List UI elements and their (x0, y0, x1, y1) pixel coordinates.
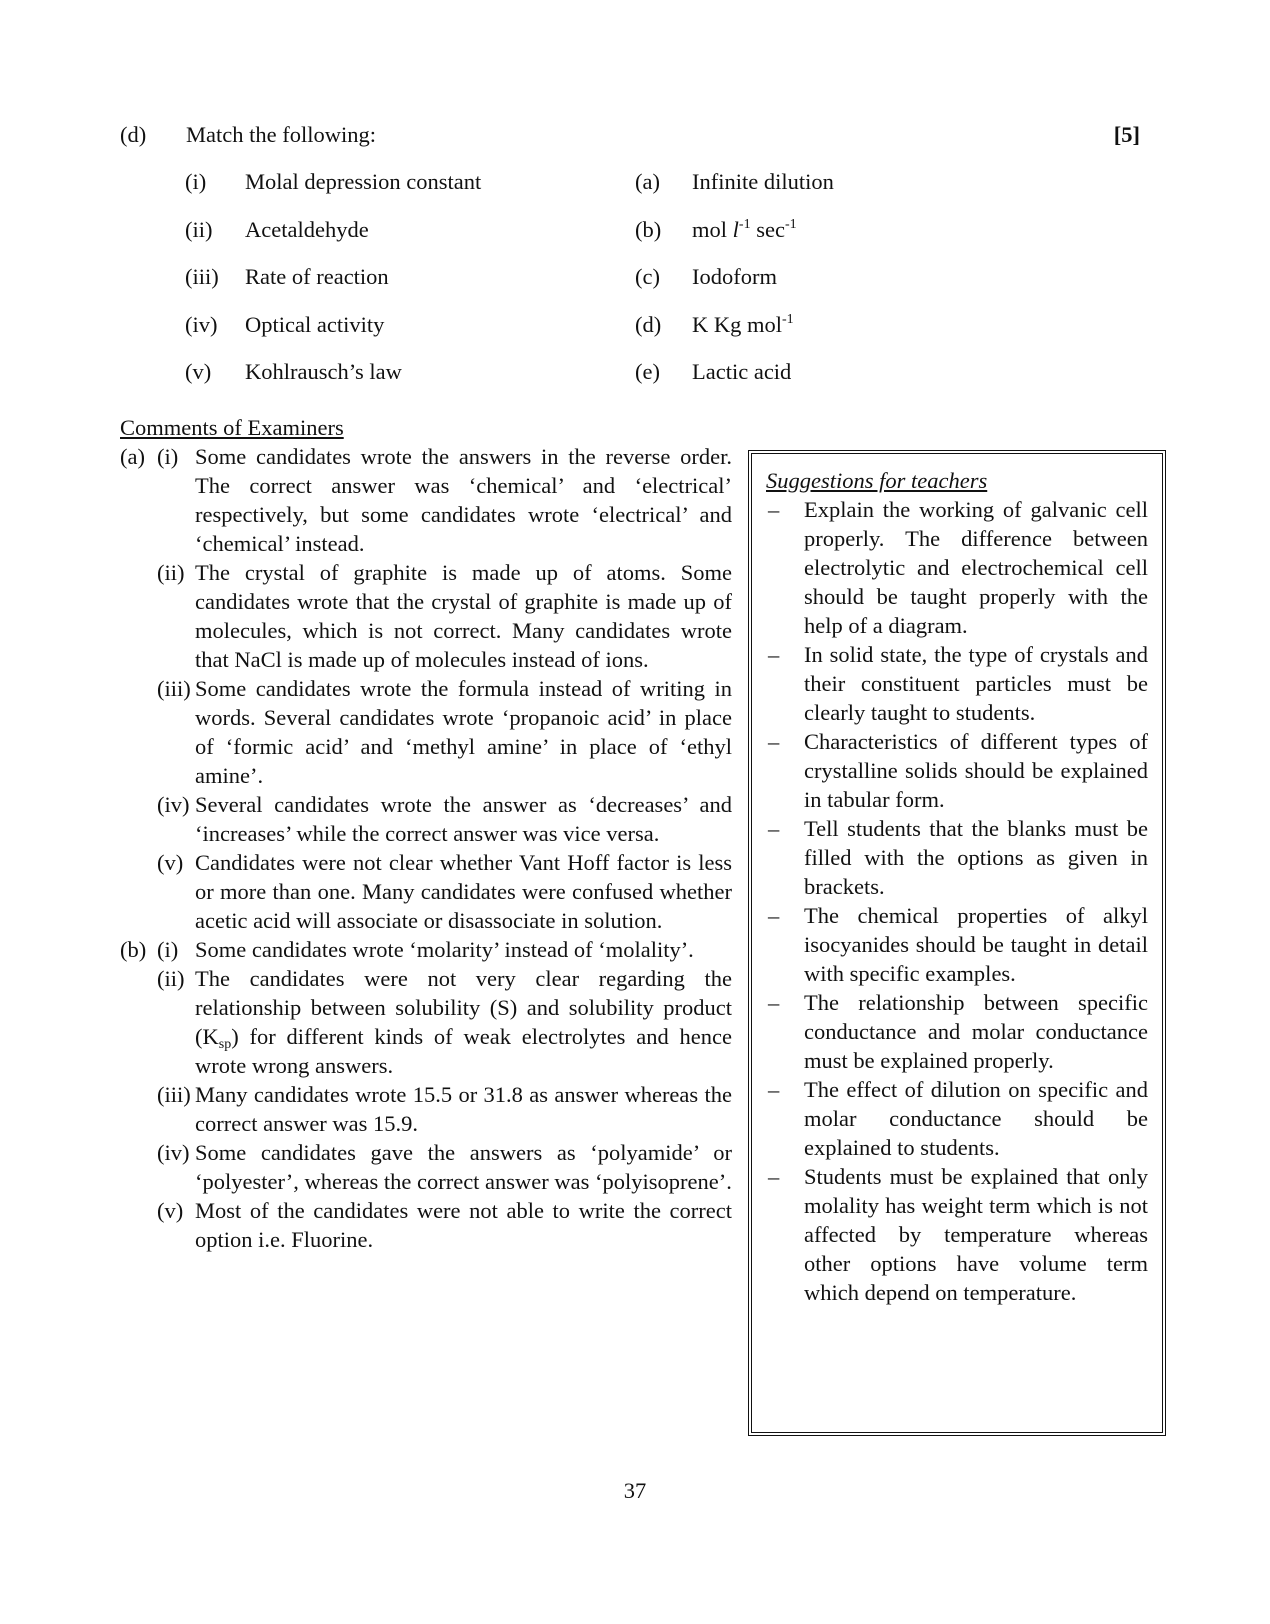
item-number: (ii) (157, 966, 185, 991)
match-number: (iv) (185, 311, 218, 337)
match-number: (i) (185, 169, 207, 194)
match-right-term: Iodoform (692, 264, 777, 289)
suggestion-text: Tell students that the blanks must be filled with the options as given in brackets. (804, 816, 1148, 899)
match-row (185, 310, 905, 358)
item-number: (ii) (157, 560, 185, 585)
ksp-subscript: sp (218, 1037, 232, 1052)
match-left-term: Kohlrausch’s law (245, 359, 402, 384)
suggestion-text: The chemical properties of alkyl isocyanides should be taught in detail with specific examples. (804, 903, 1148, 986)
comment-item (120, 848, 732, 935)
comment-item (120, 1080, 732, 1138)
match-right-term: Infinite dilution (692, 169, 834, 194)
comment-item (120, 558, 732, 674)
match-letter: (a) (635, 169, 660, 194)
match-number: (ii) (185, 216, 213, 242)
comment-item (120, 935, 732, 964)
item-text: Some candidates gave the answers as ‘polyamide’ or ‘polyester’, whereas the correct answer was ‘polyisoprene’. (195, 1140, 732, 1194)
dash-bullet: – (768, 990, 780, 1015)
match-row (185, 167, 905, 215)
comment-item (120, 442, 732, 558)
group-label: (b) (120, 937, 147, 962)
dash-bullet: – (768, 729, 780, 754)
match-row (185, 215, 905, 263)
comment-item (120, 964, 732, 1080)
match-left-term: Optical activity (245, 311, 385, 337)
question-marks: [5] (1113, 122, 1140, 147)
item-text: Some candidates wrote the answers in the reverse order. The correct answer was ‘chemical’ and ‘electrical’ respectively, but some candidates wrote ‘electrical’ and ‘chemical’ instead. (195, 444, 732, 556)
match-list (185, 167, 905, 405)
dash-bullet: – (768, 642, 780, 667)
dash-bullet: – (768, 1164, 780, 1189)
item-text: The crystal of graphite is made up of atoms. Some candidates wrote that the crystal of graphite is made up of molecules, which is not correct. Many candidates wrote that NaCl is made up of molecules instead of ions. (195, 560, 732, 672)
match-right-term: Lactic acid (692, 359, 792, 384)
item-text: Several candidates wrote the answer as ‘decreases’ and ‘increases’ while the correct answer was vice versa. (195, 792, 732, 846)
suggestion-item (766, 727, 1148, 814)
match-right-term (692, 310, 794, 339)
question-letter: (d) (120, 122, 147, 147)
dash-bullet: – (768, 1077, 780, 1102)
item-number: (iii) (157, 676, 191, 701)
item-number: (iv) (157, 792, 190, 817)
comments-group-a (120, 442, 732, 935)
item-text: Candidates were not clear whether Vant Hoff factor is less or more than one. Many candidates were confused whether acetic acid will associate or disassociate in solution. (195, 850, 732, 933)
question-header (120, 120, 1140, 150)
match-right-term (692, 215, 797, 244)
comments-title: Comments of Examiners (120, 415, 344, 440)
item-number: (iv) (157, 1140, 190, 1165)
match-letter: (b) (635, 216, 662, 242)
unit-litre: l (732, 216, 739, 242)
suggestion-item (766, 814, 1148, 901)
item-text: ) for different kinds of weak electrolytes and hence wrote wrong answers. (195, 1024, 732, 1078)
suggestion-item (766, 1162, 1148, 1307)
question-title: Match the following: (186, 122, 376, 147)
item-text: The candidates were not very clear regarding the relationship between solubility (S) and solubility product (K (195, 966, 732, 1049)
suggestion-item (766, 988, 1148, 1075)
suggestion-text: The effect of dilution on specific and molar conductance should be explained to students. (804, 1077, 1148, 1160)
comment-item (120, 1196, 732, 1254)
dash-bullet: – (768, 816, 780, 841)
suggestion-item (766, 1075, 1148, 1162)
comment-item (120, 674, 732, 790)
unit-exponent: -1 (738, 216, 751, 232)
match-left-term: Acetaldehyde (245, 216, 369, 242)
suggestion-text: Students must be explained that only molality has weight term which is not affected by temperature whereas other options have volume term which depend on temperature. (804, 1164, 1148, 1305)
suggestion-text: The relationship between specific conductance and molar conductance must be explained properly. (804, 990, 1148, 1073)
unit-mol: mol (692, 216, 728, 242)
suggestions-content (766, 466, 1148, 1307)
match-letter: (c) (635, 264, 660, 289)
unit-text: K Kg mol (692, 311, 782, 337)
dash-bullet: – (768, 903, 780, 928)
match-row (185, 357, 905, 405)
suggestion-text: Characteristics of different types of crystalline solids should be explained in tabular form. (804, 729, 1148, 812)
match-left-term: Molal depression constant (245, 169, 482, 194)
item-text: Many candidates wrote 15.5 or 31.8 as answer whereas the correct answer was 15.9. (195, 1082, 732, 1136)
match-left-term: Rate of reaction (245, 264, 389, 289)
comment-item (120, 1138, 732, 1196)
item-number: (i) (157, 937, 179, 962)
suggestion-item (766, 495, 1148, 640)
dash-bullet: – (768, 497, 780, 522)
unit-exponent: -1 (784, 216, 797, 232)
page-number: 37 (623, 1478, 647, 1503)
suggestion-item (766, 640, 1148, 727)
match-letter: (d) (635, 311, 662, 337)
suggestion-text: Explain the working of galvanic cell properly. The difference between electrolytic and electrochemical cell should be taught properly with the help of a diagram. (804, 497, 1148, 638)
examiner-comments (120, 442, 732, 1254)
unit-exponent: -1 (782, 311, 794, 327)
item-number: (iii) (157, 1082, 191, 1107)
suggestion-text: In solid state, the type of crystals and their constituent particles must be clearly taught to students. (804, 642, 1148, 725)
comment-item (120, 790, 732, 848)
item-text: Some candidates wrote ‘molarity’ instead of ‘molality’. (195, 937, 694, 962)
match-letter: (e) (635, 359, 660, 384)
suggestions-title: Suggestions for teachers (766, 468, 988, 493)
item-text: Most of the candidates were not able to write the correct option i.e. Fluorine. (195, 1198, 732, 1252)
item-number: (i) (157, 444, 179, 469)
item-number: (v) (157, 850, 184, 875)
comments-group-b (120, 935, 732, 1254)
match-row (185, 262, 905, 310)
suggestion-item (766, 901, 1148, 988)
match-number: (v) (185, 359, 212, 384)
suggestions-box (748, 450, 1166, 1436)
item-number: (v) (157, 1198, 184, 1223)
group-label: (a) (120, 444, 145, 469)
unit-sec: sec (756, 216, 785, 242)
match-number: (iii) (185, 264, 219, 289)
item-text: Some candidates wrote the formula instead of writing in words. Several candidates wrote ‘propanoic acid’ in place of ‘formic acid’ and ‘methyl amine’ in place of ‘ethyl amine’. (195, 676, 732, 788)
